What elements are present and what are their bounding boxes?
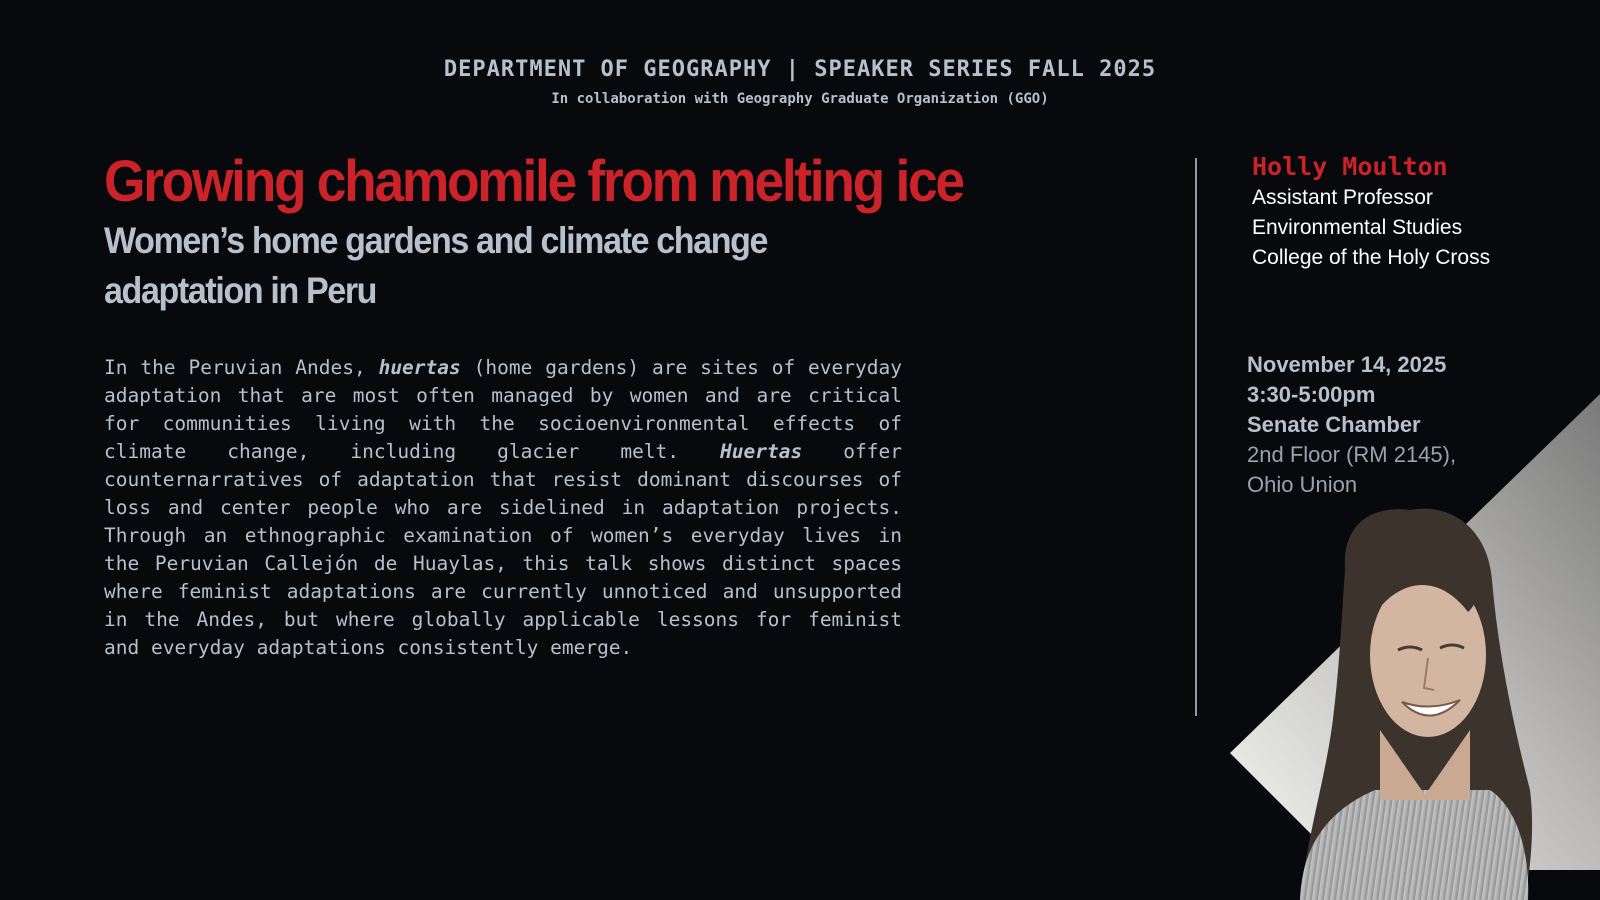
talk-title: Growing chamomile from melting ice bbox=[104, 149, 963, 214]
collaboration-note: In collaboration with Geography Graduate Organization (GGO) bbox=[551, 91, 1049, 107]
abstract-emphasis: huertas bbox=[378, 356, 461, 379]
header bbox=[0, 57, 1600, 107]
abstract-segment: In the Peruvian Andes, bbox=[104, 356, 379, 379]
speaker-position: Assistant Professor bbox=[1252, 186, 1433, 209]
vertical-divider bbox=[1195, 158, 1197, 716]
speaker-department: Environmental Studies bbox=[1252, 216, 1463, 239]
speaker-name: Holly Moulton bbox=[1252, 152, 1448, 181]
event-date: November 14, 2025 bbox=[1247, 352, 1447, 377]
speaker-institution: College of the Holy Cross bbox=[1252, 246, 1491, 269]
abstract-segment: offer counternarratives of adaptation that resist dominant discourses of loss and center people who are sidelined in adaptation projects. Through an ethnographic examination of women’s everyday lives in the Peruvian Callejón de Huaylas, this talk shows distinct spaces where feminist adaptations are currently unnoticed and unsupported in the Andes, but where globally applicable lessons for feminist and everyday adaptations consistently emerge. bbox=[104, 440, 902, 659]
department-series-title: DEPARTMENT OF GEOGRAPHY | SPEAKER SERIES FALL 2025 bbox=[443, 57, 1157, 82]
event-building: Ohio Union bbox=[1247, 472, 1358, 497]
event-time: 3:30-5:00pm bbox=[1247, 382, 1376, 407]
abstract-emphasis: Huertas bbox=[720, 440, 803, 463]
speaker-info bbox=[1252, 151, 1490, 273]
event-floor: 2nd Floor (RM 2145), bbox=[1247, 442, 1457, 467]
talk-subtitle: Women’s home gardens and climate change adaptation in Peru bbox=[104, 220, 768, 311]
talk-abstract bbox=[104, 354, 902, 662]
abstract-segment: (home gardens) are sites of everyday adaptation that are most often managed by women and are critical for communities living with the socioenvironmental effects of climate change, including glacier melt. bbox=[104, 356, 902, 463]
event-room: Senate Chamber bbox=[1247, 412, 1421, 437]
speaker-portrait bbox=[1230, 390, 1600, 900]
